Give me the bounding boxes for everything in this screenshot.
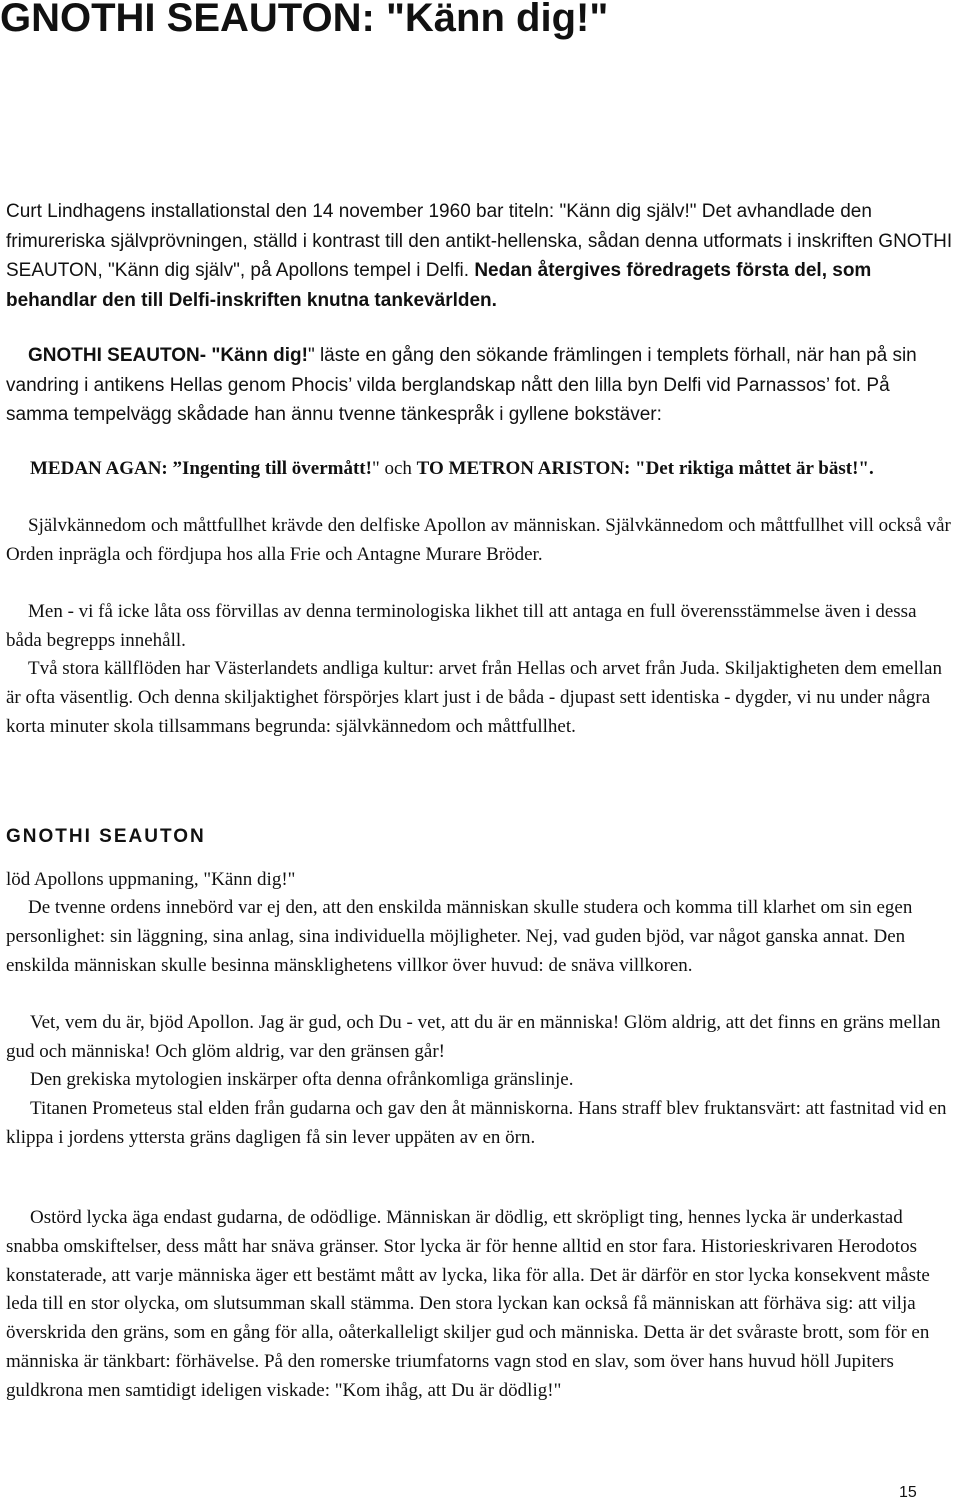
paragraph-intro-quote xyxy=(6,341,954,430)
motto-medan-agan: MEDAN AGAN: ”Ingenting till övermått! xyxy=(30,458,372,479)
paragraph-prometheus: Titanen Prometeus stal elden från gudarna och gav den åt människorna. Hans straff blev fruktansvärt: att fastnitad vid en klippa i jordens yttersta gräns dagligen få sin lever uppäten av en örn. xyxy=(6,1098,947,1148)
intro-text: Curt Lindhagens installationstal den 14 november 1960 bar titeln: "Känn dig själv!" Det avhandlade den frimureriska självprövningen, ställd i kontrast till den antikt-hellenska, sådan denna utformats i inskriften GNOTHI SEAUTON, "Känn dig själv", på Apollons tempel i Delfi. xyxy=(6,201,953,281)
intro-bold-text: Nedan återgives föredragets första del, som behandlar den till Delfi-inskriften knutna tankevärlden. xyxy=(6,260,872,311)
paragraph-sources: Två stora källflöden har Västerlandets andliga kultur: arvet från Hellas och arvet från Juda. Skiljaktigheten dem emellan är ofta väsentlig. Och denna skiljaktighet förspörjes klart just i de båda - djupast sett identiska - dygder, vi nu under några korta minuter skola tillsammans begrunda: självkännedom och måttfullhet. xyxy=(6,658,942,737)
paragraph-terminology: Men - vi få icke låta oss förvillas av denna terminologiska likhet till att antaga en full överensstämmelse även i dessa båda begrepps innehåll. xyxy=(6,601,917,651)
paragraph-meaning: De tvenne ordens innebörd var ej den, att den enskilda människan skulle studera och komma till klarhet om sin egen personlighet: sin läggning, sina anlag, sina individuella möjligheter. Nej, vad guden bjöd, var något ganska annat. Den enskilda människan skulle besinna mänsklighetens villkor över huvud: de snäva villkoren. xyxy=(6,897,913,976)
paragraph-know-who: Vet, vem du är, bjöd Apollon. Jag är gud, och Du - vet, att du är en människa! Glöm aldrig, att det finns en gräns mellan gud och människa! Och glöm aldrig, var den gränsen går! xyxy=(6,1012,941,1062)
paragraph-self-knowledge: Självkännedom och måttfullhet krävde den delfiske Apollon av människan. Självkännedom och måttfullhet vill också vår Orden inprägla och fördjupa hos alla Frie och Antagne Murare Bröder. xyxy=(6,515,951,565)
paragraph-text: " läste en gång den sökande främlingen i templets förhall, när han på sin vandring i antikens Hellas genom Phocis’ vilda berglandskap nått den lilla byn Delfi vid Parnassos’ fot. På samma tempelvägg skådade han ännu tvenne tänkespråk i gyllene bokstäver: xyxy=(6,345,917,425)
page-title: GNOTHI SEAUTON: "Känn dig!" xyxy=(0,0,609,40)
paragraph-happiness: Ostörd lycka äga endast gudarna, de odödlige. Människan är dödlig, ett skröpligt ting, hennes lycka är underkastad snabba omskiftelser, dess mått har snäva gränser. Stor lycka är för henne alltid en stor fara. Historieskrivaren Herodotos konstaterade, att varje människa äger ett bestämt mått av lycka, lika för alla. Det är därför en stor lycka konsekvent måste leda till en stor olycka, om slutsumman skall stämma. Den stora lyckan kan också få människan att förhäva sig: att vilja överskrida den gräns, som en gång för alla, oåterkalleligt skiljer gud och människa. Detta är det svåraste brott, som för en människa är tänkbart: förhävelse. På den romerske triumfatorns vagn stod en slav, som över hans huvud höll Jupiters guldkrona men samtidigt ideligen viskade: "Kom ihåg, att Du är dödlig!" xyxy=(6,1207,930,1401)
paragraph-apollo-call: löd Apollons uppmaning, "Känn dig!" xyxy=(6,869,296,890)
intro-paragraph xyxy=(6,197,954,315)
section-heading: GNOTHI SEAUTON xyxy=(6,826,206,847)
mottos xyxy=(6,454,954,483)
motto-join: " och xyxy=(371,458,417,479)
motto-to-metron-ariston: TO METRON ARISTON: "Det riktiga måttet är bäst!". xyxy=(416,458,874,479)
page-number: 15 xyxy=(899,1484,917,1501)
inscription-text: GNOTHI SEAUTON- "Känn dig! xyxy=(28,345,308,366)
paragraph-mythology: Den grekiska mytologien inskärper ofta denna ofrånkomliga gränslinje. xyxy=(30,1069,574,1090)
